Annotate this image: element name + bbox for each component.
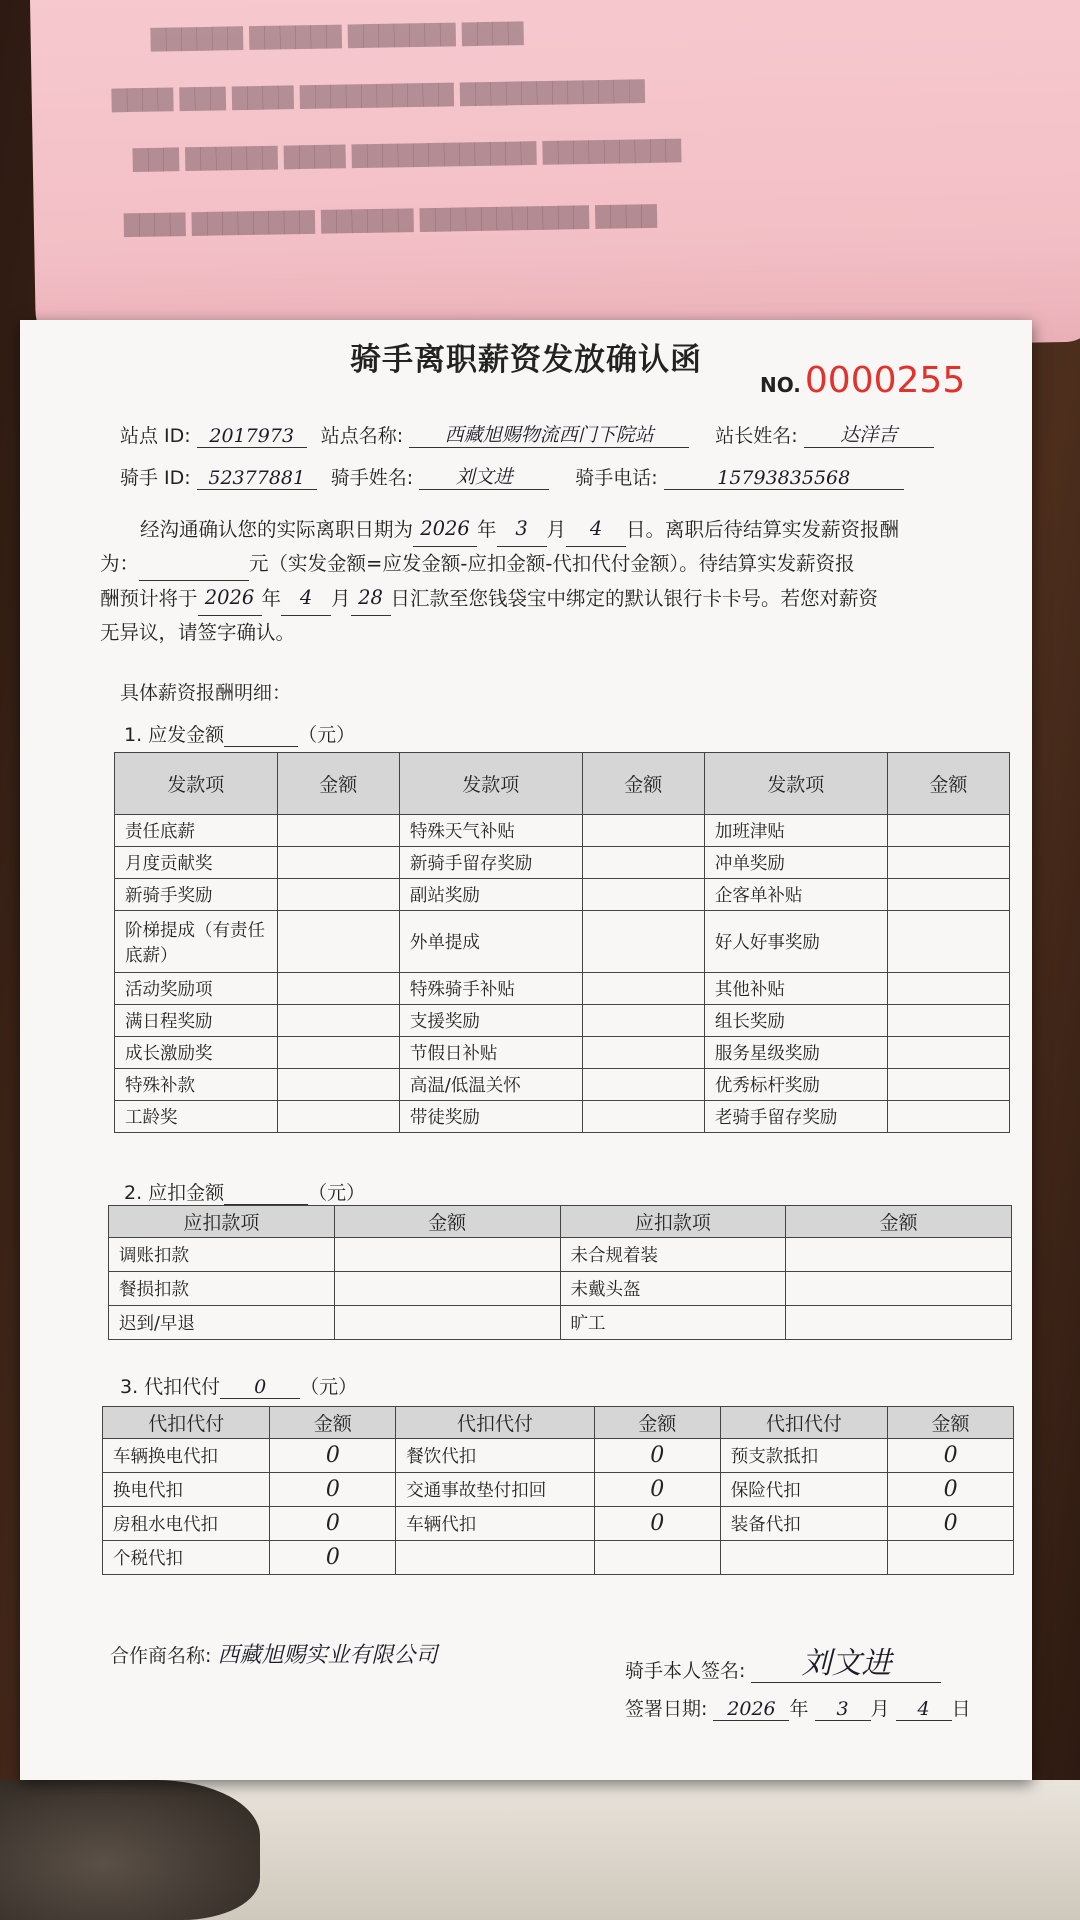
station-id-label: 站点 ID: (120, 425, 191, 447)
item-cell: 好人好事奖励 (704, 911, 887, 973)
amount-cell[interactable] (277, 1069, 399, 1101)
rider-name-field[interactable]: 刘文进 (419, 462, 549, 490)
amount-cell[interactable] (277, 1005, 399, 1037)
para-text-5: 酬预计将于 (100, 587, 198, 610)
item-cell (396, 1541, 595, 1575)
amount-cell[interactable]: 0 (594, 1507, 720, 1541)
deduction-table (108, 1205, 1012, 1340)
header-item-3: 发款项 (704, 753, 887, 815)
pay-year-field[interactable]: 2026 (198, 581, 262, 616)
section1-unit: （元） (298, 724, 356, 746)
item-cell: 保险代扣 (720, 1473, 887, 1507)
item-cell: 月度贡献奖 (115, 847, 278, 879)
item-cell: 调账扣款 (109, 1238, 335, 1272)
para-text-1: 经沟通确认您的实际离职日期为 (140, 518, 414, 541)
para-month-unit: 月 (546, 518, 567, 541)
table-row (115, 847, 1010, 879)
amount-cell[interactable] (786, 1238, 1012, 1272)
withholding-header-amount-3: 金额 (888, 1407, 1014, 1439)
amount-cell[interactable]: 0 (888, 1507, 1014, 1541)
deduction-header-row (109, 1206, 1012, 1238)
item-cell: 成长激励奖 (115, 1037, 278, 1069)
table-row (109, 1306, 1012, 1340)
withholding-header-amount-2: 金额 (594, 1407, 720, 1439)
item-cell: 支援奖励 (399, 1005, 582, 1037)
item-cell: 满日程奖励 (115, 1005, 278, 1037)
payout-table (114, 752, 1010, 1133)
item-cell: 高温/低温关怀 (399, 1069, 582, 1101)
partner-label: 合作商名称: (110, 1645, 212, 1667)
table-row (103, 1473, 1014, 1507)
withholding-header-amount-1: 金额 (270, 1407, 396, 1439)
section3-unit: （元） (300, 1376, 358, 1398)
header-amount-3: 金额 (887, 753, 1009, 815)
item-cell: 服务星级奖励 (704, 1037, 887, 1069)
manager-name-field[interactable]: 达洋吉 (804, 420, 934, 448)
amount-cell[interactable]: 0 (270, 1473, 396, 1507)
item-cell: 新骑手留存奖励 (399, 847, 582, 879)
header-amount-1: 金额 (277, 753, 399, 815)
deduction-header-amount-2: 金额 (786, 1206, 1012, 1238)
ghost-text-1: ████ ███████ ██████ ██████ (150, 21, 524, 52)
amount-cell[interactable] (334, 1238, 560, 1272)
item-cell: 工龄奖 (115, 1101, 278, 1133)
item-cell: 加班津贴 (704, 815, 887, 847)
amount-cell[interactable] (582, 847, 704, 879)
item-cell: 新骑手奖励 (115, 879, 278, 911)
item-cell: 餐损扣款 (109, 1272, 335, 1306)
table-row (115, 911, 1010, 973)
item-cell: 交通事故垫付扣回 (396, 1473, 595, 1507)
withholding-header-row (103, 1407, 1014, 1439)
sign-date-label: 签署日期: (625, 1698, 708, 1720)
form-title: 骑手离职薪资发放确认函 (350, 342, 702, 378)
item-cell: 其他补贴 (704, 973, 887, 1005)
item-cell: 特殊补款 (115, 1069, 278, 1101)
amount-cell[interactable]: 0 (270, 1507, 396, 1541)
table-row (115, 1005, 1010, 1037)
item-cell: 节假日补贴 (399, 1037, 582, 1069)
table-row (115, 973, 1010, 1005)
amount-cell[interactable] (277, 847, 399, 879)
item-cell: 未戴头盔 (560, 1272, 786, 1306)
rider-id-field[interactable]: 52377881 (197, 467, 317, 490)
item-cell: 车辆换电代扣 (103, 1439, 270, 1473)
amount-cell[interactable]: 0 (594, 1473, 720, 1507)
floor (0, 1780, 1080, 1920)
amount-cell[interactable] (887, 1037, 1009, 1069)
amount-cell[interactable] (582, 1005, 704, 1037)
item-cell: 未合规着装 (560, 1238, 786, 1272)
item-cell: 责任底薪 (115, 815, 278, 847)
item-cell: 预支款抵扣 (720, 1439, 887, 1473)
pay-month-field[interactable]: 4 (281, 581, 331, 616)
table-row (103, 1507, 1014, 1541)
deduction-header-item-1: 应扣款项 (109, 1206, 335, 1238)
section3-amount-field[interactable]: 0 (220, 1376, 300, 1399)
amount-cell[interactable] (277, 973, 399, 1005)
item-cell: 带徒奖励 (399, 1101, 582, 1133)
ghost-text-4: ████ ███████████ ██████ ████████ ████ (123, 204, 658, 238)
amount-cell[interactable] (887, 911, 1009, 973)
manager-label: 站长姓名: (715, 425, 798, 447)
signature-label: 骑手本人签名: (625, 1660, 746, 1682)
amount-cell[interactable] (334, 1272, 560, 1306)
item-cell: 优秀标杆奖励 (704, 1069, 887, 1101)
form-sheet (20, 320, 1032, 1780)
table-row (103, 1439, 1014, 1473)
rider-phone-field[interactable]: 15793835568 (664, 467, 904, 490)
item-cell: 副站奖励 (399, 879, 582, 911)
item-cell: 活动奖励项 (115, 973, 278, 1005)
amount-cell[interactable] (887, 1069, 1009, 1101)
partner-row (110, 1638, 437, 1669)
table-row (115, 1069, 1010, 1101)
detail-heading: 具体薪资报酬明细： (120, 682, 292, 704)
item-cell: 企客单补贴 (704, 879, 887, 911)
section2-label: 2. 应扣金额 (124, 1182, 225, 1204)
deduction-header-item-2: 应扣款项 (560, 1206, 786, 1238)
item-cell: 特殊天气补贴 (399, 815, 582, 847)
amount-cell[interactable] (887, 879, 1009, 911)
amount-cell[interactable]: 0 (888, 1473, 1014, 1507)
amount-cell[interactable]: 0 (888, 1439, 1014, 1473)
sign-day-unit: 日 (951, 1698, 971, 1720)
serial-label: NO. (760, 373, 801, 397)
withholding-header-item-2: 代扣代付 (396, 1407, 595, 1439)
item-cell: 外单提成 (399, 911, 582, 973)
section1-heading (124, 720, 355, 747)
amount-cell[interactable]: 0 (270, 1439, 396, 1473)
para-year-unit: 年 (477, 518, 497, 541)
rider-id-label: 骑手 ID: (120, 467, 191, 489)
amount-cell[interactable] (582, 815, 704, 847)
amount-cell[interactable] (594, 1541, 720, 1575)
item-cell: 装备代扣 (720, 1507, 887, 1541)
sign-year-unit: 年 (789, 1698, 809, 1720)
amount-cell[interactable] (582, 879, 704, 911)
amount-cell[interactable] (277, 879, 399, 911)
station-id-field[interactable]: 2017973 (197, 425, 307, 448)
sign-date-row (625, 1694, 971, 1721)
table-row (115, 815, 1010, 847)
sign-day-field[interactable]: 4 (896, 1698, 952, 1721)
para-text-4: 元（实发金额=应发金额-应扣金额-代扣代付金额）。待结算实发薪资报 (249, 552, 855, 575)
section2-heading (124, 1178, 365, 1205)
amount-cell[interactable] (582, 1037, 704, 1069)
item-cell: 个税代扣 (103, 1541, 270, 1575)
para-text-3: 为： (100, 552, 140, 575)
item-cell: 房租水电代扣 (103, 1507, 270, 1541)
item-cell: 特殊骑手补贴 (399, 973, 582, 1005)
station-row (120, 420, 934, 448)
section1-label: 1. 应发金额 (124, 724, 225, 746)
sign-month-unit: 月 (870, 1698, 890, 1720)
ghost-text-3: █████████ ████████████ ████ ██████ ███ (132, 138, 682, 173)
table-row (103, 1541, 1014, 1575)
shoe (0, 1780, 260, 1920)
item-cell: 车辆代扣 (396, 1507, 595, 1541)
header-item-1: 发款项 (115, 753, 278, 815)
leave-month-field[interactable]: 3 (497, 512, 547, 547)
withholding-table (102, 1406, 1014, 1575)
item-cell: 换电代扣 (103, 1473, 270, 1507)
amount-cell[interactable] (277, 1037, 399, 1069)
amount-cell[interactable]: 0 (270, 1541, 396, 1575)
amount-cell[interactable] (277, 1101, 399, 1133)
table-row (109, 1238, 1012, 1272)
deduction-header-amount-1: 金额 (334, 1206, 560, 1238)
serial-value: 0000255 (804, 360, 966, 401)
serial-number (760, 360, 965, 401)
table-row (115, 1101, 1010, 1133)
amount-cell[interactable] (887, 847, 1009, 879)
section1-amount-field[interactable] (224, 746, 298, 747)
amount-cell[interactable] (277, 815, 399, 847)
withholding-header-item-3: 代扣代付 (720, 1407, 887, 1439)
item-cell: 冲单奖励 (704, 847, 887, 879)
amount-cell[interactable] (582, 973, 704, 1005)
leave-day-field[interactable]: 4 (566, 512, 626, 547)
item-cell: 餐饮代扣 (396, 1439, 595, 1473)
amount-cell[interactable] (887, 1005, 1009, 1037)
para-text-2: 日。离职后待结算实发薪资报酬 (626, 518, 900, 541)
para-year-unit-2: 年 (261, 587, 282, 610)
rider-name-label: 骑手姓名: (330, 467, 414, 489)
para-month-unit-2: 月 (331, 587, 351, 610)
amount-cell[interactable]: 0 (594, 1439, 720, 1473)
amount-cell[interactable] (582, 911, 704, 973)
payout-header-row (115, 753, 1010, 815)
item-cell: 阶梯提成（有责任底薪） (115, 911, 278, 973)
para-text-7: 无异议，请签字确认。 (100, 621, 296, 644)
confirmation-paragraph (100, 512, 980, 650)
item-cell: 老骑手留存奖励 (704, 1101, 887, 1133)
rider-row (120, 462, 904, 490)
item-cell: 组长奖励 (704, 1005, 887, 1037)
section3-label: 3. 代扣代付 (120, 1376, 221, 1398)
leave-year-field[interactable]: 2026 (413, 512, 477, 547)
item-cell: 旷工 (560, 1306, 786, 1340)
header-item-2: 发款项 (399, 753, 582, 815)
table-row (109, 1272, 1012, 1306)
amount-cell[interactable] (786, 1272, 1012, 1306)
withholding-header-item-1: 代扣代付 (103, 1407, 270, 1439)
amount-cell[interactable] (334, 1306, 560, 1340)
item-cell (720, 1541, 887, 1575)
partner-name: 西藏旭赐实业有限公司 (217, 1643, 438, 1668)
amount-cell[interactable] (887, 815, 1009, 847)
sign-month-field[interactable]: 3 (815, 1698, 871, 1721)
amount-cell[interactable] (786, 1306, 1012, 1340)
amount-cell[interactable] (887, 973, 1009, 1005)
carbon-copy-sheet (30, 0, 1080, 360)
amount-cell[interactable] (887, 1101, 1009, 1133)
amount-cell[interactable] (277, 911, 399, 973)
amount-cell[interactable] (582, 1069, 704, 1101)
station-name-field[interactable]: 西藏旭赐物流西门下院站 (409, 420, 689, 448)
table-row (115, 1037, 1010, 1069)
header-amount-2: 金额 (582, 753, 704, 815)
amount-cell[interactable] (582, 1101, 704, 1133)
table-row (115, 879, 1010, 911)
station-name-label: 站点名称: (320, 425, 404, 447)
pay-day-field[interactable]: 28 (351, 581, 391, 616)
amount-cell[interactable] (888, 1541, 1014, 1575)
signature-row (625, 1638, 941, 1683)
item-cell: 迟到/早退 (109, 1306, 335, 1340)
section2-unit: （元） (308, 1182, 366, 1204)
ghost-text-2: ████████████ ██████████ ████ ███ ████ (111, 79, 645, 113)
para-text-6: 日汇款至您钱袋宝中绑定的默认银行卡卡号。若您对薪资 (390, 587, 879, 610)
section3-heading (120, 1372, 357, 1399)
sign-year-field[interactable]: 2026 (713, 1698, 789, 1721)
rider-phone-label: 骑手电话: (575, 467, 658, 489)
rider-signature-field[interactable]: 刘文进 (751, 1638, 941, 1683)
